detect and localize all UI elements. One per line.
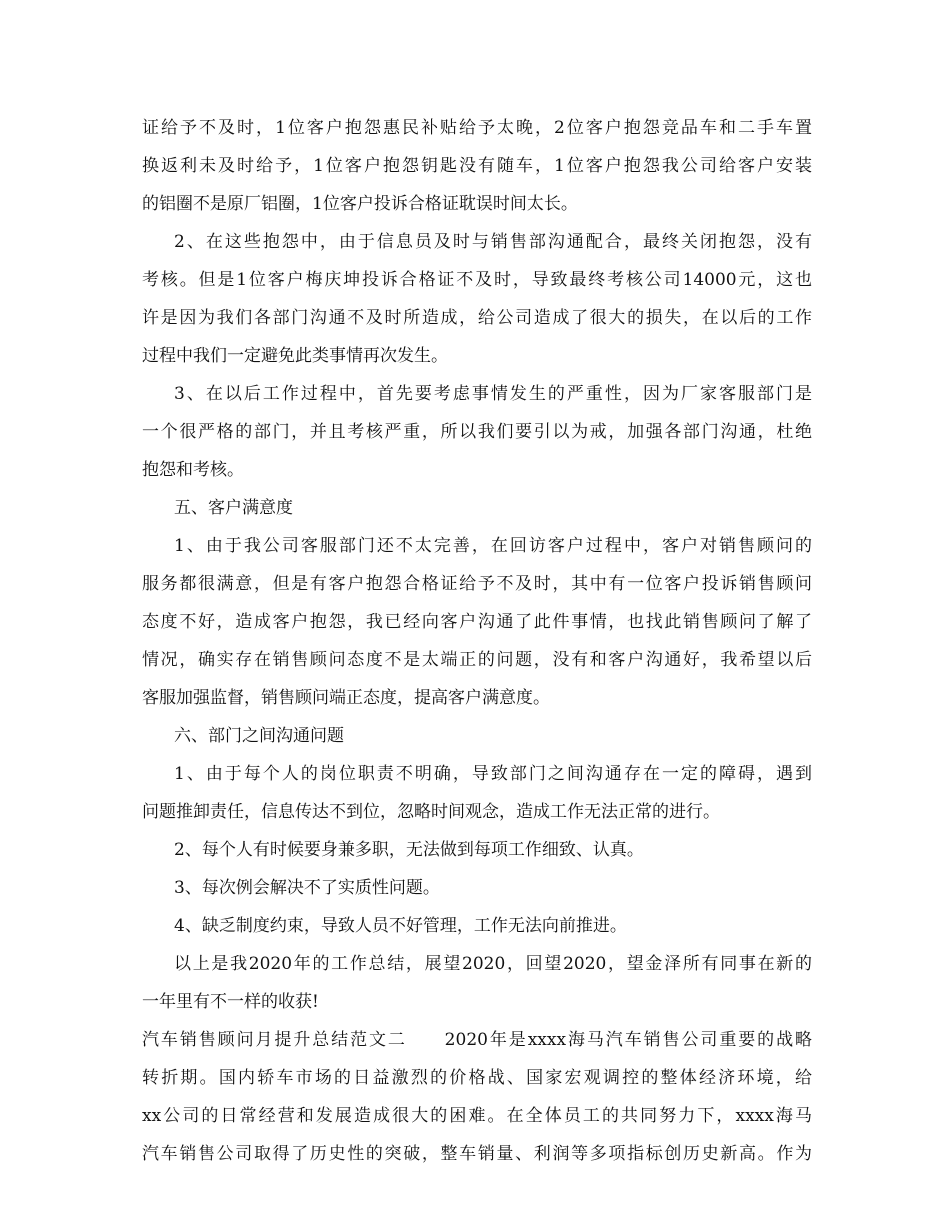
text-line: 服务都很满意，但是有客户抱怨合格证给予不及时，其中有一位客户投诉销售顾问 bbox=[142, 574, 812, 594]
text-line: 2、在这些抱怨中，由于信息员及时与销售部沟通配合，最终关闭抱怨，没有 bbox=[174, 232, 812, 252]
text-line: 3、每次例会解决不了实质性问题。 bbox=[174, 878, 440, 898]
text-line: 考核。但是1位客户梅庆坤投诉合格证不及时，导致最终考核公司14000元，这也 bbox=[142, 270, 812, 290]
text-line: 汽车销售顾问月提升总结范文二 2020年是xxxx海马汽车销售公司重要的战略 bbox=[142, 1030, 812, 1050]
text-line: 的铝圈不是原厂铝圈，1位客户投诉合格证耽误时间太长。 bbox=[142, 194, 578, 214]
text-line: 以上是我2020年的工作总结，展望2020，回望2020，望金泽所有同事在新的 bbox=[174, 954, 812, 974]
text-line: 4、缺乏制度约束，导致人员不好管理，工作无法向前推进。 bbox=[174, 916, 627, 936]
section-heading: 六、部门之间沟通问题 bbox=[174, 726, 344, 746]
text-line: 3、在以后工作过程中，首先要考虑事情发生的严重性，因为厂家客服部门是 bbox=[174, 384, 812, 404]
text-line: 2、每个人有时候要身兼多职，无法做到每项工作细致、认真。 bbox=[174, 840, 644, 860]
text-line: 一年里有不一样的收获! bbox=[142, 992, 319, 1012]
text-line: 汽车销售公司取得了历史性的突破，整车销量、利润等多项指标创历史新高。作为 bbox=[142, 1144, 812, 1164]
text-line: 证给予不及时，1位客户抱怨惠民补贴给予太晚，2位客户抱怨竞品车和二手车置 bbox=[142, 118, 812, 138]
text-line: xx公司的日常经营和发展造成很大的困难。在全体员工的共同努力下，xxxx海马 bbox=[142, 1106, 812, 1126]
text-line: 情况，确实存在销售顾问态度不是太端正的问题，没有和客户沟通好，我希望以后 bbox=[142, 650, 812, 670]
text-line: 客服加强监督，销售顾问端正态度，提高客户满意度。 bbox=[142, 688, 550, 708]
section-heading: 五、客户满意度 bbox=[174, 498, 293, 518]
text-line: 转折期。国内轿车市场的日益激烈的价格战、国家宏观调控的整体经济环境，给 bbox=[142, 1068, 812, 1088]
text-line: 1、由于每个人的岗位职责不明确，导致部门之间沟通存在一定的障碍，遇到 bbox=[174, 764, 812, 784]
text-line: 许是因为我们各部门沟通不及时所造成，给公司造成了很大的损失，在以后的工作 bbox=[142, 308, 812, 328]
text-line: 问题推卸责任，信息传达不到位，忽略时间观念，造成工作无法正常的进行。 bbox=[142, 802, 720, 822]
text-line: 一个很严格的部门，并且考核严重，所以我们要引以为戒，加强各部门沟通，杜绝 bbox=[142, 422, 812, 442]
text-line: 换返利未及时给予，1位客户抱怨钥匙没有随车，1位客户抱怨我公司给客户安装 bbox=[142, 156, 812, 176]
text-line: 抱怨和考核。 bbox=[142, 460, 244, 480]
text-line: 1、由于我公司客服部门还不太完善，在回访客户过程中，客户对销售顾问的 bbox=[174, 536, 812, 556]
text-line: 过程中我们一定避免此类事情再次发生。 bbox=[142, 346, 448, 366]
text-line: 态度不好，造成客户抱怨，我已经向客户沟通了此件事情，也找此销售顾问了解了 bbox=[142, 612, 812, 632]
